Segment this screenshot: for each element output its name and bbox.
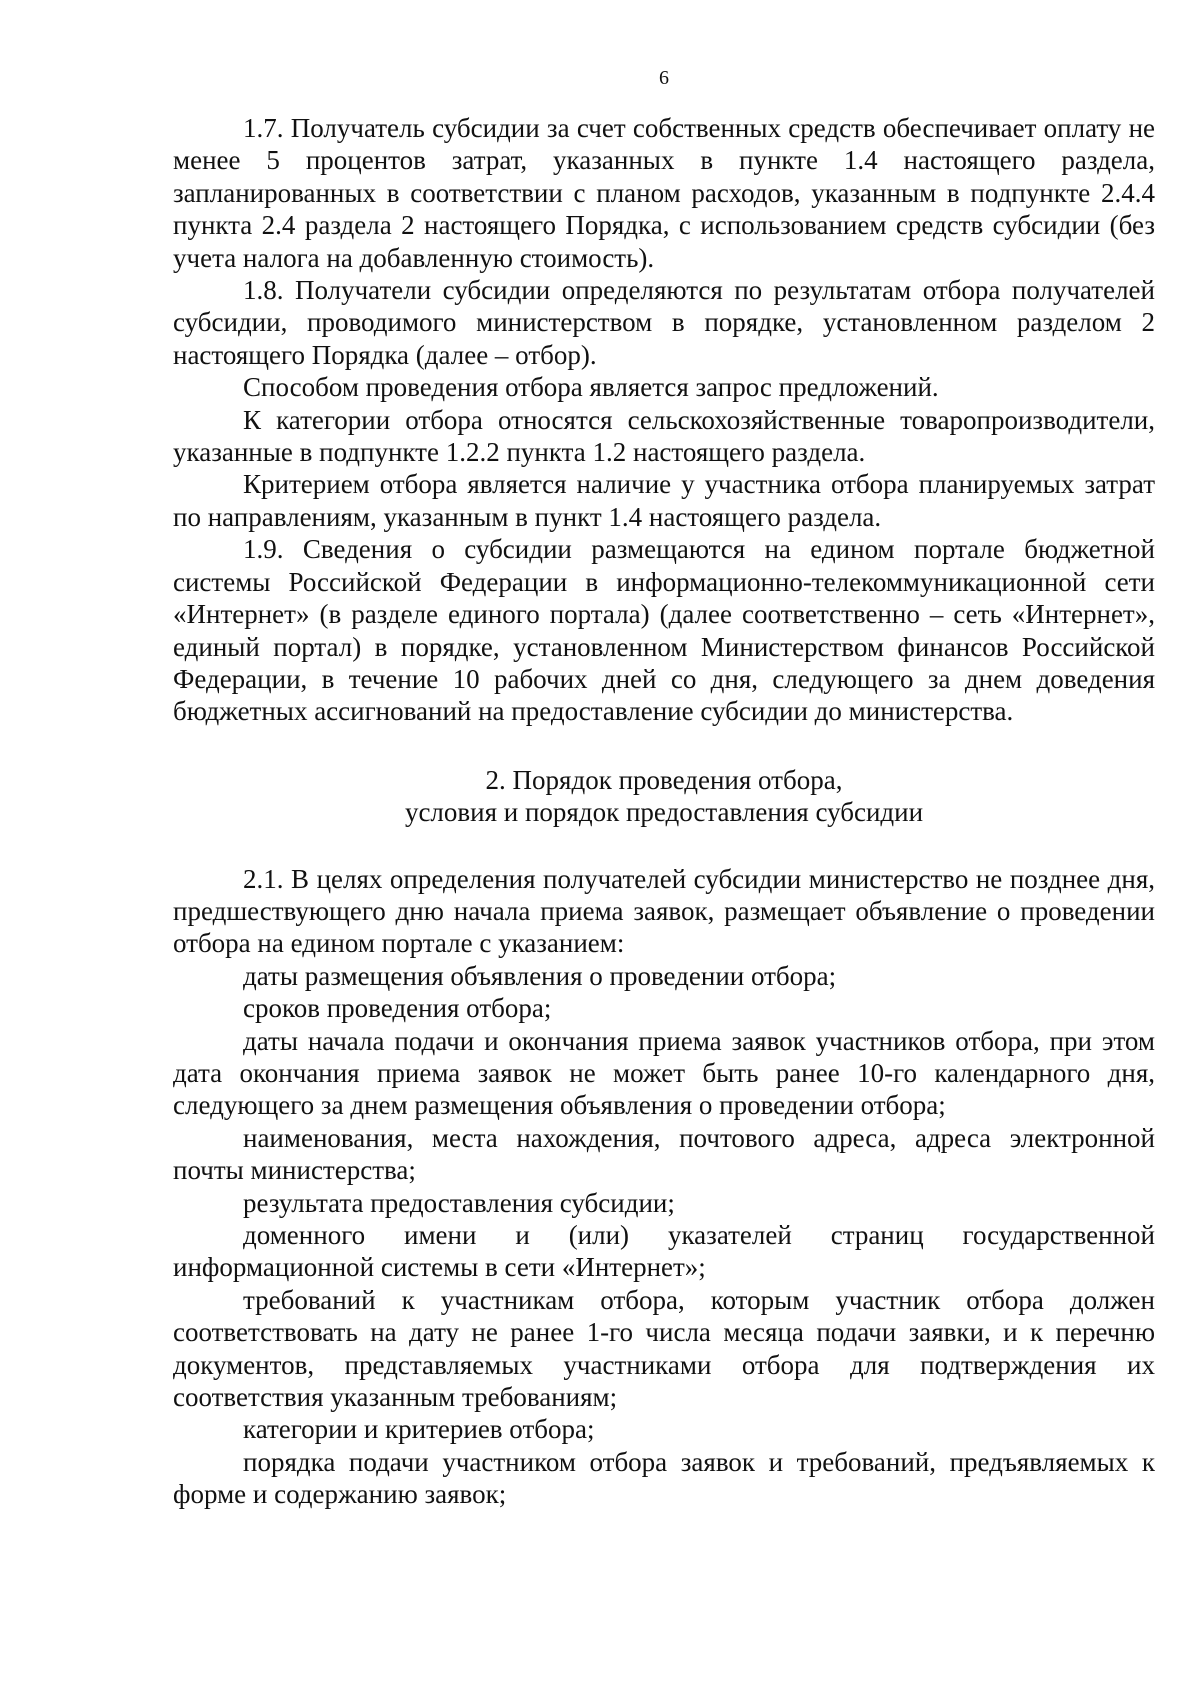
list-item-application-procedure: порядка подачи участником отбора заявок и требований, предъявляемых к форме и содержанию заявок;: [173, 1446, 1155, 1510]
list-item-selection-dates: сроков проведения отбора;: [243, 993, 552, 1024]
page-number: 6: [659, 67, 669, 89]
list-item-participant-requirements: требований к участникам отбора, которым участник отбора должен соответствовать на дату не ранее 1-го числа месяца подачи заявки, и к перечню документов, представляемых участниками отбора для подтверждения их соответствия указанным требованиям;: [173, 1284, 1155, 1413]
document-page: [173, 62, 1155, 1511]
list-item-application-dates: даты начала подачи и окончания приема заявок участников отбора, при этом дата окончания приема заявок не может быть ранее 10-го календарного дня, следующего за днем размещения объявления о проведении отбора;: [173, 1025, 1155, 1121]
paragraph-2-1: 2.1. В целях определения получателей субсидии министерство не позднее дня, предшествующего дню начала приема заявок, размещает объявление о проведении отбора на едином портале с указанием:: [173, 863, 1155, 959]
section-heading-line-2: условия и порядок предоставления субсидии: [404, 797, 924, 828]
paragraph-selection-method: Способом проведения отбора является запрос предложений.: [243, 372, 939, 403]
section-heading-line-1: 2. Порядок проведения отбора,: [485, 764, 843, 795]
paragraph-1-7: 1.7. Получатель субсидии за счет собственных средств обеспечивает оплату не менее 5 процентов затрат, указанных в пункте 1.4 настоящего раздела, запланированных в соответствии с планом расходов, указанным в подпункте 2.4.4 пункта 2.4 раздела 2 настоящего Порядка, с использованием средств субсидии (без учета налога на добавленную стоимость).: [173, 113, 1155, 273]
paragraph-selection-criterion: Критерием отбора является наличие у участника отбора планируемых затрат по направлениям, указанным в пункт 1.4 настоящего раздела.: [173, 469, 1155, 532]
paragraph-selection-category: К категории отбора относятся сельскохозяйственные товаропроизводители, указанные в подпункте 1.2.2 пункта 1.2 настоящего раздела.: [173, 404, 1155, 468]
list-item-domain-name: доменного имени и (или) указателей страниц государственной информационной системы в сети «Интернет»;: [173, 1220, 1155, 1283]
paragraph-1-9: 1.9. Сведения о субсидии размещаются на едином портале бюджетной системы Российской Федерации в информационно-телекоммуникационной сети «Интернет» (в разделе единого портала) (далее соответственно – сеть «Интернет», единый портал) в порядке, установленном Министерством финансов Российской Федерации, в течение 10 рабочих дней со дня, следующего за днем доведения бюджетных ассигнований на предоставление субсидии до министерства.: [173, 534, 1155, 727]
list-item-categories-criteria: категории и критериев отбора;: [243, 1414, 595, 1445]
list-item-announcement-date: даты размещения объявления о проведении отбора;: [243, 960, 837, 991]
list-item-ministry-contacts: наименования, места нахождения, почтового адреса, адреса электронной почты министерства;: [173, 1122, 1155, 1186]
paragraph-1-8: 1.8. Получатели субсидии определяются по результатам отбора получателей субсидии, проводимого министерством в порядке, установленном разделом 2 настоящего Порядка (далее – отбор).: [173, 275, 1155, 370]
list-item-subsidy-result: результата предоставления субсидии;: [243, 1187, 675, 1218]
